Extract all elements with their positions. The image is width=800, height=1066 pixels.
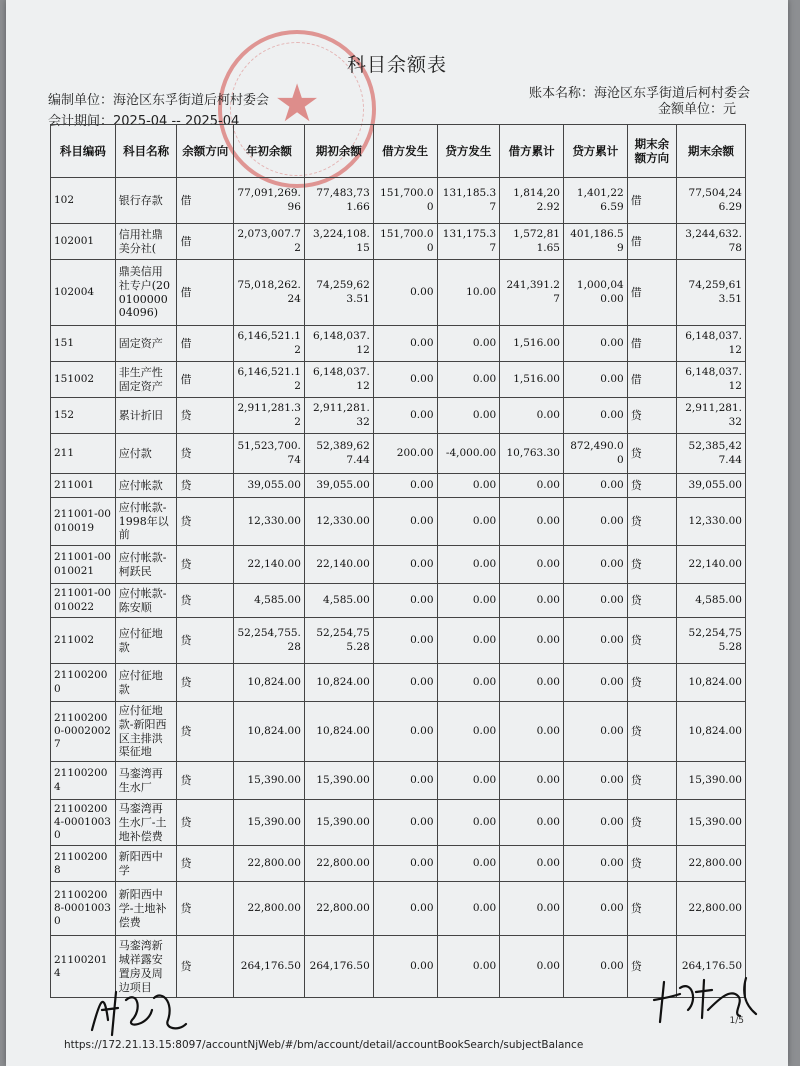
table-row — [51, 326, 746, 362]
cell-subject-name: 应付帐款 — [115, 474, 177, 498]
cell-period-opening-balance: 10,824.00 — [304, 664, 373, 702]
cell-balance-direction: 借 — [177, 178, 234, 224]
cell-period-opening-balance: 4,585.00 — [304, 584, 373, 618]
table-row — [51, 434, 746, 474]
cell-opening-year-balance: 75,018,262.24 — [233, 260, 304, 326]
table-header-row — [51, 125, 746, 178]
cell-credit-amount: 0.00 — [437, 762, 500, 800]
cell-period-opening-balance: 74,259,623.51 — [304, 260, 373, 326]
cell-subject-name: 应付款 — [115, 434, 177, 474]
cell-period-opening-balance: 22,140.00 — [304, 546, 373, 584]
cell-debit-amount: 0.00 — [373, 584, 437, 618]
cell-balance-direction: 贷 — [177, 664, 234, 702]
cell-debit-cumulative: 0.00 — [500, 702, 564, 762]
seal-star-icon: ★ — [273, 74, 321, 134]
table-row — [51, 584, 746, 618]
cell-subject-name: 应付征地款-新阳西区主排洪渠征地 — [115, 702, 177, 762]
cell-subject-name: 应付帐款-1998年以前 — [115, 498, 177, 546]
cell-credit-cumulative: 0.00 — [563, 936, 627, 998]
cell-balance-direction: 贷 — [177, 936, 234, 998]
cell-debit-amount: 151,700.00 — [373, 178, 437, 224]
table-row — [51, 498, 746, 546]
cell-subject-name: 马銮湾再生水厂 — [115, 762, 177, 800]
cell-debit-cumulative: 0.00 — [500, 498, 564, 546]
table-body — [51, 178, 746, 998]
cell-closing-balance: 2,911,281.32 — [677, 398, 746, 434]
cell-credit-cumulative: 0.00 — [563, 546, 627, 584]
cell-period-opening-balance: 22,800.00 — [304, 846, 373, 882]
cell-subject-name: 马銮湾再生水厂-土地补偿费 — [115, 800, 177, 846]
cell-opening-year-balance: 6,146,521.12 — [233, 326, 304, 362]
cell-subject-name: 马銮湾新城祥露安置房及周边项目 — [115, 936, 177, 998]
cell-debit-amount: 0.00 — [373, 846, 437, 882]
cell-subject-code: 211002008-00010030 — [51, 882, 116, 936]
cell-closing-balance: 15,390.00 — [677, 762, 746, 800]
cell-closing-direction: 贷 — [627, 398, 676, 434]
table-row — [51, 260, 746, 326]
cell-closing-direction: 贷 — [627, 882, 676, 936]
cell-closing-direction: 借 — [627, 178, 676, 224]
cell-balance-direction: 贷 — [177, 618, 234, 664]
cell-closing-balance: 4,585.00 — [677, 584, 746, 618]
cell-opening-year-balance: 2,073,007.72 — [233, 224, 304, 260]
cell-credit-amount: 0.00 — [437, 584, 500, 618]
cell-subject-code: 152 — [51, 398, 116, 434]
cell-subject-code: 102004 — [51, 260, 116, 326]
cell-opening-year-balance: 77,091,269.96 — [233, 178, 304, 224]
cell-subject-name: 累计折旧 — [115, 398, 177, 434]
cell-debit-amount: 0.00 — [373, 498, 437, 546]
cell-debit-cumulative: 0.00 — [500, 618, 564, 664]
cell-opening-year-balance: 12,330.00 — [233, 498, 304, 546]
cell-debit-amount: 0.00 — [373, 546, 437, 584]
cell-closing-direction: 借 — [627, 326, 676, 362]
cell-credit-cumulative: 0.00 — [563, 326, 627, 362]
cell-credit-amount: 0.00 — [437, 800, 500, 846]
cell-credit-cumulative: 0.00 — [563, 702, 627, 762]
header-closing-direction: 期末余额方向 — [627, 125, 676, 178]
cell-subject-name: 信用社鼎美分社( — [115, 224, 177, 260]
cell-debit-amount: 0.00 — [373, 362, 437, 398]
cell-balance-direction: 贷 — [177, 546, 234, 584]
cell-closing-direction: 贷 — [627, 762, 676, 800]
cell-opening-year-balance: 22,800.00 — [233, 882, 304, 936]
cell-period-opening-balance: 12,330.00 — [304, 498, 373, 546]
cell-opening-year-balance: 2,911,281.32 — [233, 398, 304, 434]
cell-closing-balance: 3,244,632.78 — [677, 224, 746, 260]
table-row — [51, 882, 746, 936]
cell-closing-balance: 10,824.00 — [677, 664, 746, 702]
cell-credit-cumulative: 1,401,226.59 — [563, 178, 627, 224]
cell-subject-code: 151002 — [51, 362, 116, 398]
cell-closing-direction: 借 — [627, 362, 676, 398]
cell-closing-balance: 22,800.00 — [677, 882, 746, 936]
cell-closing-balance: 264,176.50 — [677, 936, 746, 998]
cell-balance-direction: 贷 — [177, 762, 234, 800]
cell-credit-cumulative: 0.00 — [563, 362, 627, 398]
cell-opening-year-balance: 6,146,521.12 — [233, 362, 304, 398]
cell-debit-cumulative: 0.00 — [500, 474, 564, 498]
cell-balance-direction: 贷 — [177, 584, 234, 618]
cell-credit-amount: 0.00 — [437, 882, 500, 936]
cell-opening-year-balance: 264,176.50 — [233, 936, 304, 998]
cell-closing-balance: 6,148,037.12 — [677, 326, 746, 362]
table-row — [51, 178, 746, 224]
cell-debit-cumulative: 0.00 — [500, 762, 564, 800]
cell-period-opening-balance: 22,800.00 — [304, 882, 373, 936]
cell-period-opening-balance: 6,148,037.12 — [304, 326, 373, 362]
cell-closing-direction: 贷 — [627, 474, 676, 498]
header-credit-cumulative: 贷方累计 — [563, 125, 627, 178]
cell-closing-balance: 6,148,037.12 — [677, 362, 746, 398]
cell-credit-amount: 0.00 — [437, 618, 500, 664]
cell-balance-direction: 贷 — [177, 846, 234, 882]
cell-closing-balance: 10,824.00 — [677, 702, 746, 762]
cell-period-opening-balance: 15,390.00 — [304, 762, 373, 800]
cell-closing-balance: 52,254,755.28 — [677, 618, 746, 664]
cell-subject-name: 新阳西中学-土地补偿费 — [115, 882, 177, 936]
cell-credit-amount: -4,000.00 — [437, 434, 500, 474]
cell-closing-direction: 贷 — [627, 434, 676, 474]
header-subject-code: 科目编码 — [51, 125, 116, 178]
header-credit-amount: 贷方发生 — [437, 125, 500, 178]
cell-debit-cumulative: 0.00 — [500, 664, 564, 702]
cell-balance-direction: 贷 — [177, 800, 234, 846]
cell-credit-amount: 131,185.37 — [437, 178, 500, 224]
document-page — [6, 0, 788, 1066]
cell-credit-cumulative: 0.00 — [563, 584, 627, 618]
cell-debit-cumulative: 0.00 — [500, 546, 564, 584]
cell-credit-amount: 0.00 — [437, 398, 500, 434]
cell-closing-direction: 借 — [627, 224, 676, 260]
header-period-opening-balance: 期初余额 — [304, 125, 373, 178]
cell-debit-cumulative: 10,763.30 — [500, 434, 564, 474]
cell-credit-cumulative: 0.00 — [563, 664, 627, 702]
cell-closing-balance: 52,385,427.44 — [677, 434, 746, 474]
table-row — [51, 474, 746, 498]
cell-credit-amount: 0.00 — [437, 326, 500, 362]
cell-debit-amount: 0.00 — [373, 326, 437, 362]
cell-debit-amount: 0.00 — [373, 702, 437, 762]
cell-debit-cumulative: 1,572,811.65 — [500, 224, 564, 260]
cell-credit-amount: 10.00 — [437, 260, 500, 326]
cell-closing-direction: 贷 — [627, 846, 676, 882]
cell-closing-direction: 贷 — [627, 664, 676, 702]
cell-opening-year-balance: 15,390.00 — [233, 762, 304, 800]
cell-credit-cumulative: 0.00 — [563, 474, 627, 498]
cell-closing-balance: 74,259,613.51 — [677, 260, 746, 326]
cell-subject-code: 102 — [51, 178, 116, 224]
cell-balance-direction: 借 — [177, 224, 234, 260]
cell-debit-amount: 0.00 — [373, 664, 437, 702]
cell-closing-balance: 77,504,246.29 — [677, 178, 746, 224]
cell-debit-amount: 0.00 — [373, 800, 437, 846]
table-row — [51, 362, 746, 398]
cell-debit-cumulative: 1,516.00 — [500, 362, 564, 398]
cell-closing-direction: 贷 — [627, 584, 676, 618]
cell-balance-direction: 贷 — [177, 474, 234, 498]
cell-period-opening-balance: 39,055.00 — [304, 474, 373, 498]
cell-debit-amount: 0.00 — [373, 474, 437, 498]
cell-debit-amount: 0.00 — [373, 762, 437, 800]
cell-closing-balance: 22,800.00 — [677, 846, 746, 882]
cell-period-opening-balance: 264,176.50 — [304, 936, 373, 998]
cell-balance-direction: 贷 — [177, 882, 234, 936]
page-title: 科目余额表 — [346, 54, 447, 76]
cell-debit-cumulative: 0.00 — [500, 936, 564, 998]
cell-period-opening-balance: 52,254,755.28 — [304, 618, 373, 664]
cell-debit-cumulative: 241,391.27 — [500, 260, 564, 326]
cell-subject-name: 应付帐款-柯跃民 — [115, 546, 177, 584]
table-row — [51, 702, 746, 762]
cell-debit-amount: 0.00 — [373, 260, 437, 326]
account-book-name: 账本名称：海沧区东孚街道后柯村委会 — [528, 86, 750, 101]
amount-unit: 金额单位：元 — [657, 102, 736, 117]
table-row — [51, 618, 746, 664]
cell-subject-name: 鼎美信用社专户(20010000004096) — [115, 260, 177, 326]
cell-debit-cumulative: 0.00 — [500, 800, 564, 846]
cell-opening-year-balance: 10,824.00 — [233, 702, 304, 762]
cell-subject-code: 211002000 — [51, 664, 116, 702]
cell-closing-balance: 15,390.00 — [677, 800, 746, 846]
cell-subject-name: 应付帐款-陈安顺 — [115, 584, 177, 618]
page-url: https://172.21.13.15:8097/accountNjWeb/#/bm/account/detail/accountBookSearch/subjectBalance — [64, 1039, 584, 1051]
cell-subject-name: 应付征地款 — [115, 664, 177, 702]
cell-credit-amount: 0.00 — [437, 846, 500, 882]
cell-period-opening-balance: 3,224,108.15 — [304, 224, 373, 260]
cell-opening-year-balance: 51,523,700.74 — [233, 434, 304, 474]
cell-balance-direction: 贷 — [177, 498, 234, 546]
cell-closing-direction: 贷 — [627, 546, 676, 584]
cell-debit-amount: 151,700.00 — [373, 224, 437, 260]
cell-opening-year-balance: 22,800.00 — [233, 846, 304, 882]
cell-period-opening-balance: 52,389,627.44 — [304, 434, 373, 474]
header-closing-balance: 期末余额 — [677, 125, 746, 178]
table-row — [51, 546, 746, 584]
cell-balance-direction: 贷 — [177, 702, 234, 762]
table-row — [51, 398, 746, 434]
cell-subject-name: 新阳西中学 — [115, 846, 177, 882]
cell-balance-direction: 借 — [177, 260, 234, 326]
header-debit-cumulative: 借方累计 — [500, 125, 564, 178]
cell-closing-direction: 贷 — [627, 498, 676, 546]
cell-debit-cumulative: 0.00 — [500, 846, 564, 882]
cell-subject-name: 应付征地款 — [115, 618, 177, 664]
compiling-unit: 编制单位：海沧区东孚街道后柯村委会 — [48, 93, 270, 108]
cell-period-opening-balance: 6,148,037.12 — [304, 362, 373, 398]
cell-subject-code: 211002008 — [51, 846, 116, 882]
cell-balance-direction: 贷 — [177, 398, 234, 434]
page-number: 1/5 — [729, 1016, 744, 1026]
cell-subject-code: 211001 — [51, 474, 116, 498]
cell-subject-code: 102001 — [51, 224, 116, 260]
header-subject-name: 科目名称 — [115, 125, 177, 178]
cell-credit-cumulative: 0.00 — [563, 398, 627, 434]
cell-opening-year-balance: 15,390.00 — [233, 800, 304, 846]
cell-subject-code: 211002014 — [51, 936, 116, 998]
cell-credit-amount: 0.00 — [437, 664, 500, 702]
cell-closing-balance: 39,055.00 — [677, 474, 746, 498]
cell-closing-direction: 借 — [627, 260, 676, 326]
cell-subject-name: 固定资产 — [115, 326, 177, 362]
header-debit-amount: 借方发生 — [373, 125, 437, 178]
cell-subject-code: 211001-00010021 — [51, 546, 116, 584]
cell-credit-cumulative: 0.00 — [563, 846, 627, 882]
cell-opening-year-balance: 10,824.00 — [233, 664, 304, 702]
cell-balance-direction: 借 — [177, 362, 234, 398]
cell-opening-year-balance: 4,585.00 — [233, 584, 304, 618]
cell-credit-amount: 0.00 — [437, 362, 500, 398]
cell-closing-balance: 12,330.00 — [677, 498, 746, 546]
cell-credit-amount: 0.00 — [437, 498, 500, 546]
cell-opening-year-balance: 52,254,755.28 — [233, 618, 304, 664]
cell-credit-amount: 0.00 — [437, 702, 500, 762]
cell-subject-code: 211002004-00010030 — [51, 800, 116, 846]
table-row — [51, 762, 746, 800]
cell-closing-direction: 贷 — [627, 800, 676, 846]
cell-period-opening-balance: 77,483,731.66 — [304, 178, 373, 224]
cell-credit-cumulative: 401,186.59 — [563, 224, 627, 260]
cell-opening-year-balance: 39,055.00 — [233, 474, 304, 498]
cell-debit-cumulative: 0.00 — [500, 398, 564, 434]
cell-opening-year-balance: 22,140.00 — [233, 546, 304, 584]
table-row — [51, 664, 746, 702]
header-balance-direction: 余额方向 — [177, 125, 234, 178]
table-row — [51, 224, 746, 260]
cell-debit-cumulative: 0.00 — [500, 584, 564, 618]
cell-subject-code: 211002000-00020027 — [51, 702, 116, 762]
cell-credit-cumulative: 0.00 — [563, 800, 627, 846]
table-row — [51, 846, 746, 882]
table-row — [51, 800, 746, 846]
cell-credit-amount: 0.00 — [437, 546, 500, 584]
cell-subject-name: 银行存款 — [115, 178, 177, 224]
cell-balance-direction: 贷 — [177, 434, 234, 474]
cell-debit-amount: 0.00 — [373, 936, 437, 998]
cell-closing-balance: 22,140.00 — [677, 546, 746, 584]
cell-credit-amount: 0.00 — [437, 474, 500, 498]
cell-subject-code: 211 — [51, 434, 116, 474]
cell-credit-amount: 131,175.37 — [437, 224, 500, 260]
cell-debit-amount: 200.00 — [373, 434, 437, 474]
cell-credit-cumulative: 0.00 — [563, 882, 627, 936]
cell-subject-name: 非生产性固定资产 — [115, 362, 177, 398]
cell-credit-cumulative: 0.00 — [563, 762, 627, 800]
cell-debit-cumulative: 0.00 — [500, 882, 564, 936]
cell-subject-code: 211001-00010022 — [51, 584, 116, 618]
cell-credit-cumulative: 872,490.00 — [563, 434, 627, 474]
cell-closing-direction: 贷 — [627, 702, 676, 762]
header-opening-year-balance: 年初余额 — [233, 125, 304, 178]
cell-debit-amount: 0.00 — [373, 398, 437, 434]
cell-period-opening-balance: 2,911,281.32 — [304, 398, 373, 434]
cell-credit-cumulative: 0.00 — [563, 618, 627, 664]
cell-subject-code: 211002004 — [51, 762, 116, 800]
cell-debit-amount: 0.00 — [373, 618, 437, 664]
cell-closing-direction: 贷 — [627, 618, 676, 664]
cell-debit-amount: 0.00 — [373, 882, 437, 936]
cell-debit-cumulative: 1,814,202.92 — [500, 178, 564, 224]
cell-debit-cumulative: 1,516.00 — [500, 326, 564, 362]
cell-credit-cumulative: 1,000,040.00 — [563, 260, 627, 326]
cell-subject-code: 211001-00010019 — [51, 498, 116, 546]
table-row — [51, 936, 746, 998]
cell-balance-direction: 借 — [177, 326, 234, 362]
cell-closing-direction: 贷 — [627, 936, 676, 998]
cell-credit-amount: 0.00 — [437, 936, 500, 998]
cell-credit-cumulative: 0.00 — [563, 498, 627, 546]
cell-period-opening-balance: 15,390.00 — [304, 800, 373, 846]
subject-balance-table — [50, 124, 746, 998]
cell-subject-code: 151 — [51, 326, 116, 362]
cell-subject-code: 211002 — [51, 618, 116, 664]
cell-period-opening-balance: 10,824.00 — [304, 702, 373, 762]
accounting-period: 会计期间：2025-04 -- 2025-04 — [48, 114, 240, 129]
